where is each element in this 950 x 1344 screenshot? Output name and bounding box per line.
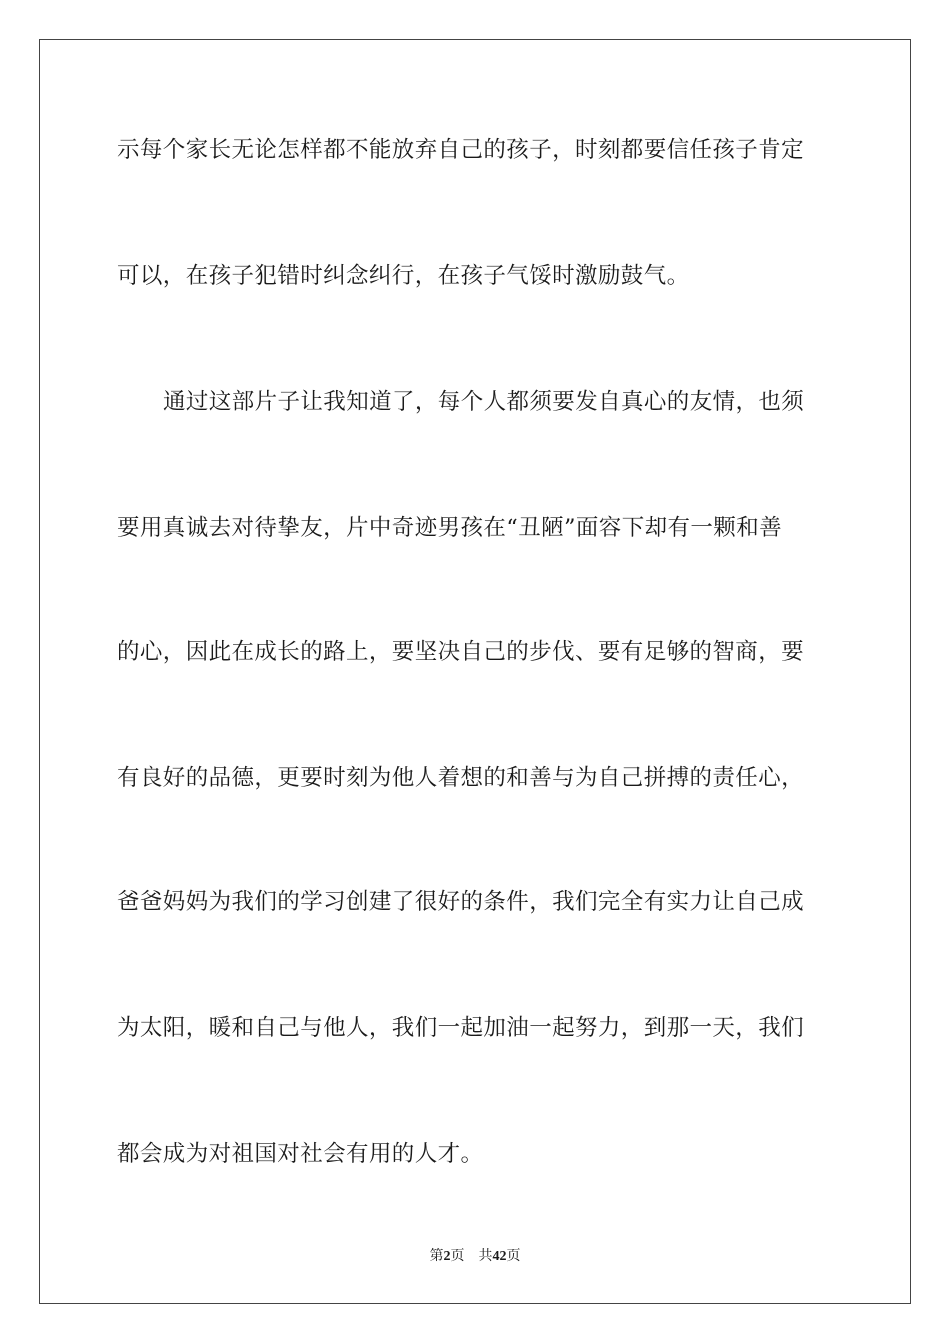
text-line: 示每个家长无论怎样都不能放弃自己的孩子，时刻都要信任孩子肯定 bbox=[117, 137, 805, 163]
text-line: 爸爸妈妈为我们的学习创建了很好的条件，我们完全有实力让自己成 bbox=[117, 889, 805, 915]
text-line: 都会成为对祖国对社会有用的人才。 bbox=[117, 1141, 484, 1167]
text-line: 为太阳，暖和自己与他人，我们一起加油一起努力，到那一天，我们 bbox=[117, 1015, 805, 1041]
page-prefix: 第 bbox=[429, 1249, 444, 1264]
text-line: 可以，在孩子犯错时纠念纠行，在孩子气馁时激励鼓气。 bbox=[117, 263, 690, 289]
total-pages: 42 bbox=[492, 1249, 507, 1264]
page-footer bbox=[0, 1248, 950, 1266]
total-prefix: 共 bbox=[478, 1249, 493, 1264]
page-number: 2 bbox=[443, 1249, 451, 1264]
text-line: 要用真诚去对待挚友，片中奇迹男孩在“丑陋”面容下却有一颗和善 bbox=[117, 515, 783, 541]
paragraph-first-line: 通过这部片子让我知道了，每个人都须要发自真心的友情，也须 bbox=[163, 389, 805, 415]
page-border bbox=[39, 39, 911, 1304]
total-suffix: 页 bbox=[506, 1249, 521, 1264]
text-line: 有良好的品德，更要时刻为他人着想的和善与为自己拼搏的责任心， bbox=[117, 765, 805, 791]
text-line: 的心，因此在成长的路上，要坚决自己的步伐、要有足够的智商，要 bbox=[117, 639, 805, 665]
page-suffix: 页 bbox=[450, 1249, 465, 1264]
